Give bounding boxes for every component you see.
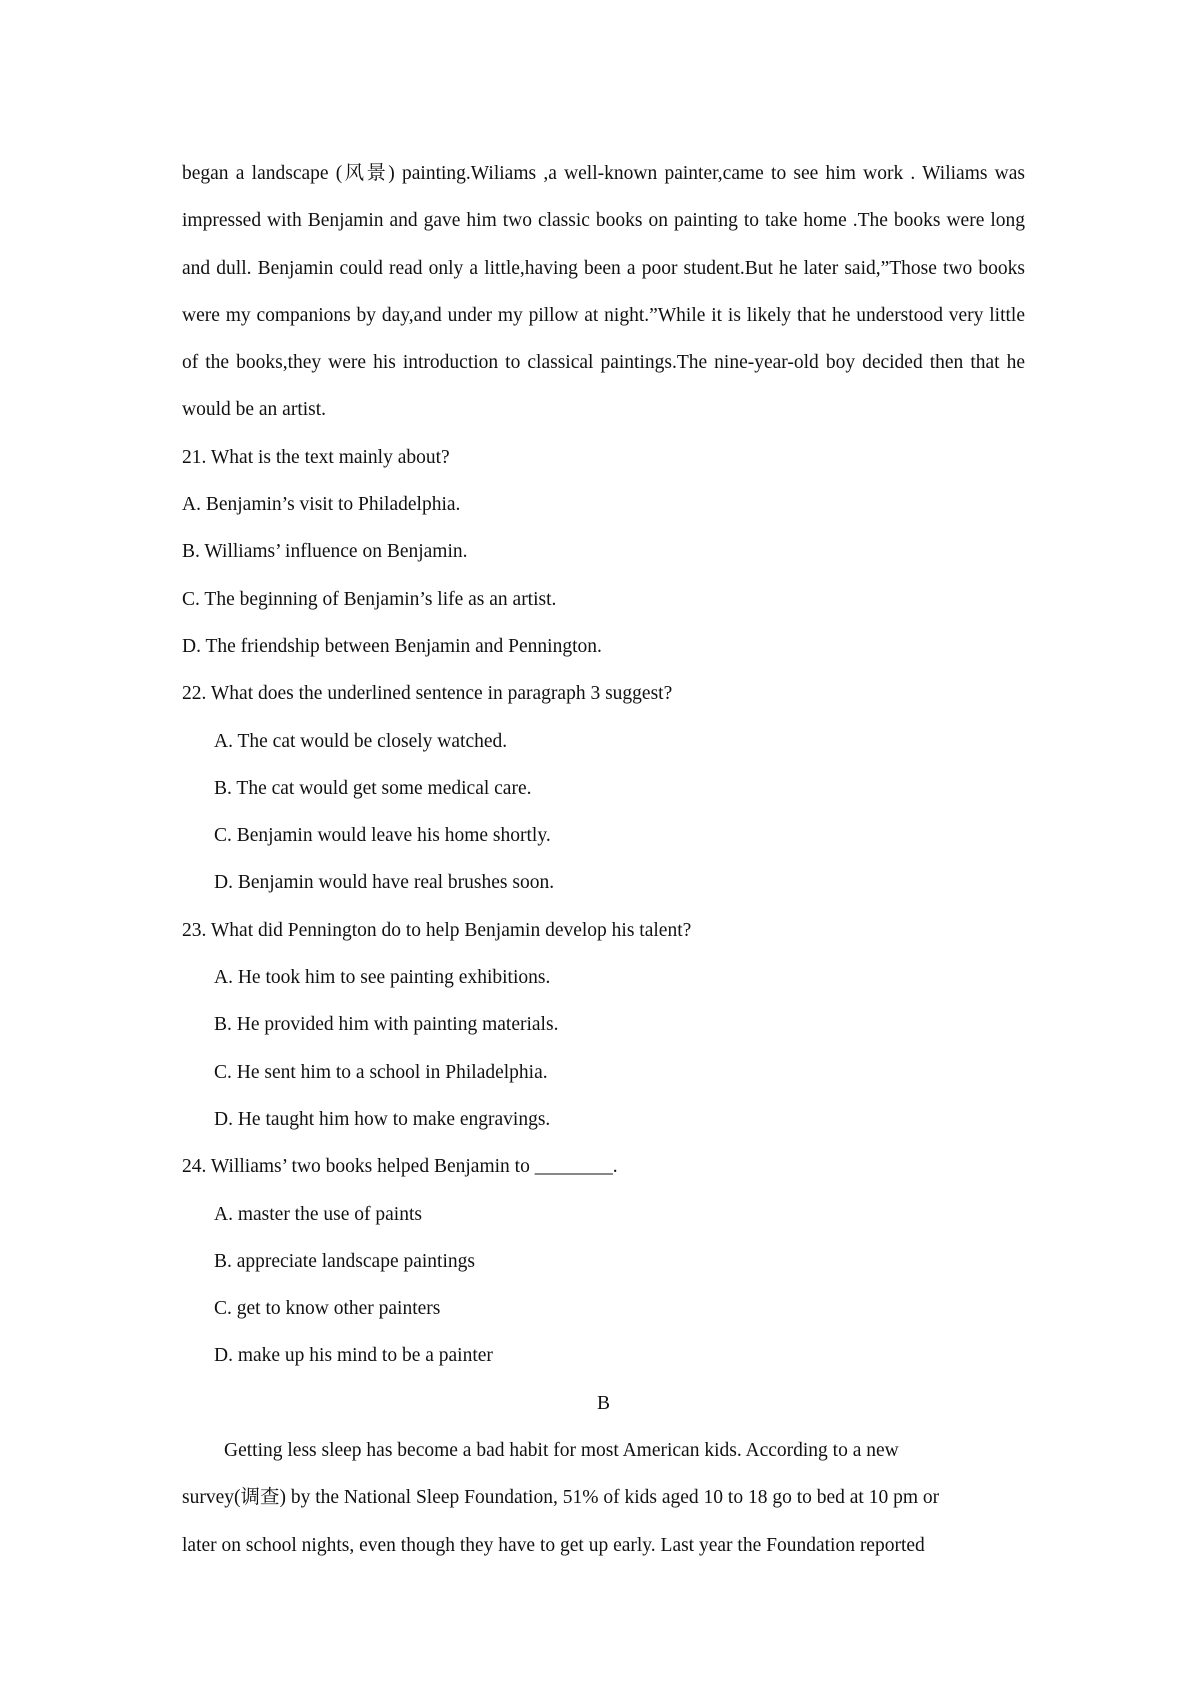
question-stem: 22. What does the underlined sentence in paragraph 3 suggest? [182, 683, 673, 705]
passage-line: survey(调查) by the National Sleep Foundation, 51% of kids aged 10 to 18 go to bed at 10 pm or [182, 1487, 940, 1509]
question-22 [182, 670, 1025, 906]
question-23 [182, 907, 1025, 1143]
answer-option: C. The beginning of Benjamin’s life as an artist. [182, 588, 557, 610]
question-24 [182, 1143, 1025, 1379]
answer-option: B. The cat would get some medical care. [214, 777, 532, 799]
passage-line: later on school nights, even though they have to get up early. Last year the Foundation reported [182, 1534, 925, 1556]
answer-option: D. The friendship between Benjamin and Pennington. [182, 635, 602, 657]
answer-option: D. Benjamin would have real brushes soon. [214, 872, 555, 894]
answer-option: A. master the use of paints [214, 1203, 422, 1225]
answer-option: C. Benjamin would leave his home shortly. [214, 825, 551, 847]
answer-option: A. The cat would be closely watched. [214, 730, 508, 752]
passage-b [182, 1427, 1025, 1569]
answer-option: B. Williams’ influence on Benjamin. [182, 541, 468, 563]
document-page [182, 150, 1025, 1569]
question-stem: 24. Williams’ two books helped Benjamin to ________. [182, 1156, 618, 1178]
answer-option: C. get to know other painters [214, 1298, 441, 1320]
answer-option: A. He took him to see painting exhibitions. [214, 967, 551, 989]
passage-line: Getting less sleep has become a bad habit for most American kids. According to a new [224, 1440, 899, 1462]
question-stem: 21. What is the text mainly about? [182, 446, 450, 468]
passage-a-paragraph: began a landscape (风景) painting.Wiliams ,a well-known painter,came to see him work . Wiliams was impressed with Benjamin and gave him two classic books on painting to take home .The books were long and dull. Benjamin could read only a little,having been a poor student.But he later said,”Those two books were my companions by day,and under my pillow at night.”While it is likely that he understood very little of the books,they were his introduction to classical paintings.The nine-year-old boy decided then that he would be an artist. [182, 163, 1025, 421]
answer-option: B. He provided him with painting materials. [214, 1014, 559, 1036]
section-heading: B [596, 1392, 610, 1414]
question-21 [182, 434, 1025, 670]
answer-option: A. Benjamin’s visit to Philadelphia. [182, 494, 461, 516]
answer-option: D. make up his mind to be a painter [214, 1345, 493, 1367]
answer-option: D. He taught him how to make engravings. [214, 1108, 551, 1130]
answer-option: B. appreciate landscape paintings [214, 1250, 475, 1272]
question-stem: 23. What did Pennington do to help Benjamin develop his talent? [182, 919, 692, 941]
answer-option: C. He sent him to a school in Philadelphia. [214, 1061, 548, 1083]
